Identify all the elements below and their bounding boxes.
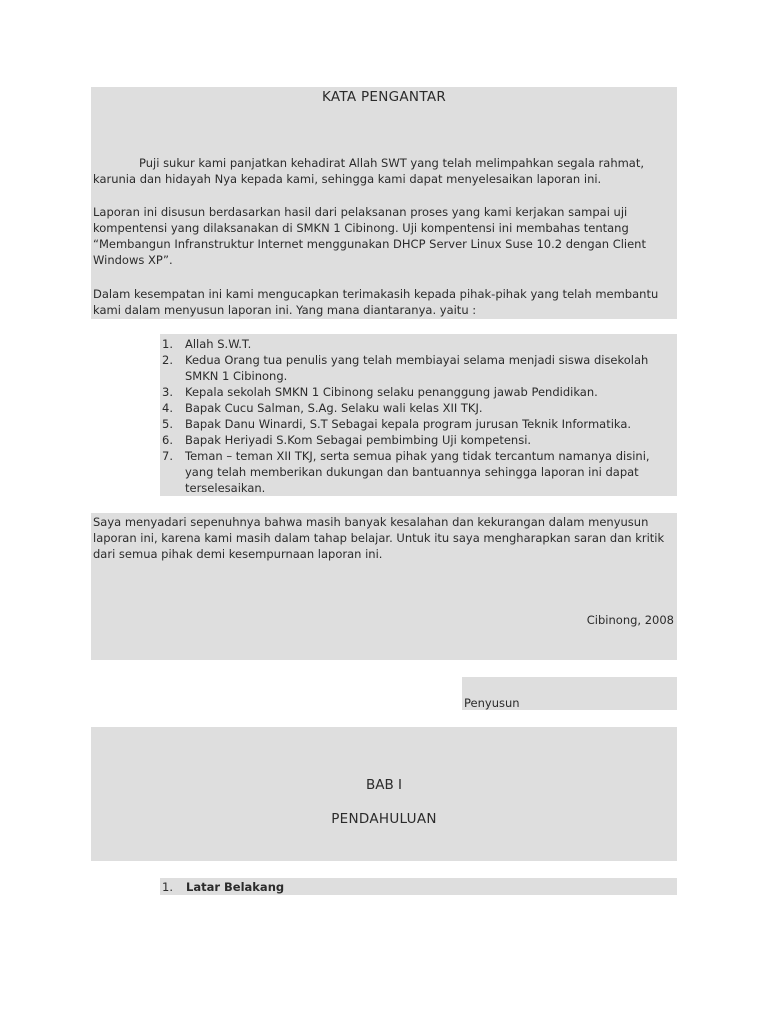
chapter-heading-section [91,727,677,861]
list-item-number: 5. [162,417,173,431]
list-item-text: Bapak Heriyadi S.Kom Sebagai pembimbing Uji kompetensi. [185,433,532,447]
list-item [160,352,671,384]
section-heading [160,878,677,895]
section-number: 1. [162,880,173,894]
intro-paragraph-3: Dalam kesempatan ini kami mengucapkan terimakasih kepada pihak-pihak yang telah membantu kami dalam menyusun laporan ini. Yang mana diantaranya. yaitu : [93,287,659,317]
list-item-number: 2. [162,353,173,367]
list-item [160,416,671,432]
intro-section [91,87,677,319]
acknowledgement-list [160,336,671,496]
closing-section [91,513,677,660]
list-item-number: 1. [162,337,173,351]
list-item-number: 4. [162,401,173,415]
list-item-text: Kedua Orang tua penulis yang telah membiayai selama menjadi siswa disekolah SMKN 1 Cibinong. [185,353,649,383]
list-item [160,400,671,416]
intro-paragraph-2: Laporan ini disusun berdasarkan hasil dari pelaksanan proses yang kami kerjakan sampai uji kompentensi yang dilaksanakan di SMKN 1 Cibinong. Uji kompentensi ini membahas tentang “Membangun Infranstruktur Internet menggunakan DHCP Server Linux Suse 10.2 dengan Client Windows XP”. [93,205,646,267]
acknowledgement-list-section [160,334,677,496]
list-item-text: Teman – teman XII TKJ, serta semua pihak yang tidak tercantum namanya disini, yang telah memberikan dukungan dan bantuannya sehingga laporan ini dapat terselesaikan. [185,449,650,495]
list-item-number: 7. [162,449,173,463]
list-item-text: Bapak Cucu Salman, S.Ag. Selaku wali kelas XII TKJ. [185,401,483,415]
list-item-text: Kepala sekolah SMKN 1 Cibinong selaku penanggung jawab Pendidikan. [185,385,598,399]
intro-paragraph-1: Puji sukur kami panjatkan kehadirat Allah SWT yang telah melimpahkan segala rahmat, karunia dan hidayah Nya kepada kami, sehingga kami dapat menyelesaikan laporan ini. [93,156,645,186]
list-item [160,448,671,496]
list-item-number: 6. [162,433,173,447]
section-title: Latar Belakang [186,880,285,894]
closing-paragraph: Saya menyadari sepenuhnya bahwa masih banyak kesalahan dan kekurangan dalam menyusun laporan ini, karena kami masih dalam tahap belajar. Untuk itu saya mengharapkan saran dan kritik dari semua pihak demi kesempurnaan laporan ini. [93,515,665,561]
chapter-number: BAB I [365,777,403,793]
author-label: Penyusun [464,696,520,710]
list-item-text: Bapak Danu Winardi, S.T Sebagai kepala program jurusan Teknik Informatika. [185,417,632,431]
chapter-title: PENDAHULUAN [331,811,437,827]
list-item-number: 3. [162,385,173,399]
list-item-text: Allah S.W.T. [185,337,252,351]
place-date: Cibinong, 2008 [586,613,674,627]
author-section [462,677,677,710]
page-title: KATA PENGANTAR [321,89,447,105]
list-item [160,336,671,352]
list-item [160,384,671,400]
list-item [160,432,671,448]
